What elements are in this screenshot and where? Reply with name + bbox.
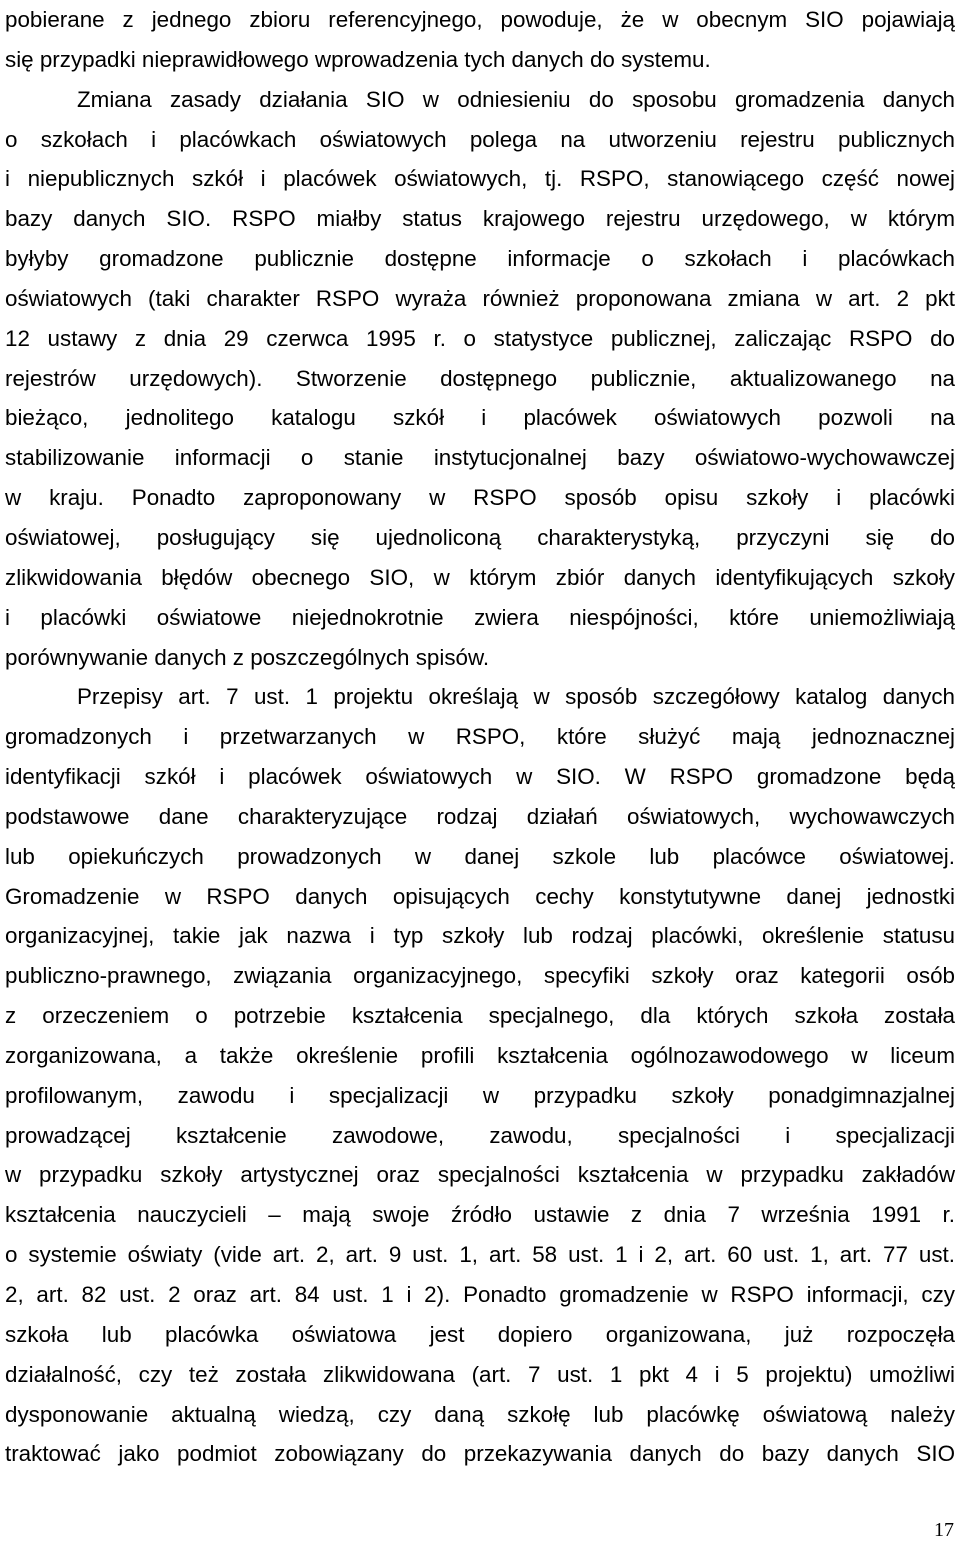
text-line: zlikwidowania błędów obecnego SIO, w którym zbiór danych identyfikujących szkoły <box>5 564 955 590</box>
text-line: rejestrów urzędowych). Stworzenie dostępnego publicznie, aktualizowanego na <box>5 365 955 391</box>
text-line: gromadzonych i przetwarzanych w RSPO, które służyć mają jednoznacznej <box>5 724 955 750</box>
text-line: bazy danych SIO. RSPO miałby status krajowego rejestru urzędowego, w którym <box>5 206 955 232</box>
text-line: 12 ustawy z dnia 29 czerwca 1995 r. o statystyce publicznej, zaliczając RSPO do <box>5 325 955 351</box>
text-line: identyfikacji szkół i placówek oświatowych w SIO. W RSPO gromadzone będą <box>5 764 955 790</box>
text-line: z orzeczeniem o potrzebie kształcenia specjalnego, dla których szkoła została <box>5 1003 955 1029</box>
text-line: o systemie oświaty (vide art. 2, art. 9 ust. 1, art. 58 ust. 1 i 2, art. 60 ust. 1, art. 77 ust. <box>5 1242 955 1268</box>
text-line: profilowanym, zawodu i specjalizacji w przypadku szkoły ponadgimnazjalnej <box>5 1082 955 1108</box>
text-line: stabilizowanie informacji o stanie instytucjonalnej bazy oświatowo-wychowawczej <box>5 445 955 471</box>
text-line: kształcenia nauczycieli – mają swoje źródło ustawie z dnia 7 września 1991 r. <box>5 1202 955 1228</box>
text-line: i niepublicznych szkół i placówek oświatowych, tj. RSPO, stanowiącego część nowej <box>5 166 955 192</box>
text-line: oświatowych (taki charakter RSPO wyraża również proponowana zmiana w art. 2 pkt <box>5 285 955 311</box>
text-line: i placówki oświatowe niejednokrotnie zwiera niespójności, które uniemożliwiają <box>5 604 955 630</box>
text-line: lub opiekuńczych prowadzonych w danej szkole lub placówce oświatowej. <box>5 843 955 869</box>
text-line: w kraju. Ponadto zaproponowany w RSPO sposób opisu szkoły i placówki <box>5 485 955 511</box>
text-line: szkoła lub placówka oświatowa jest dopiero organizowana, już rozpoczęła <box>5 1321 955 1347</box>
page-number: 17 <box>934 1519 954 1541</box>
text-line: podstawowe dane charakteryzujące rodzaj działań oświatowych, wychowawczych <box>5 803 955 829</box>
body-text <box>5 0 955 1474</box>
text-line: Przepisy art. 7 ust. 1 projektu określają w sposób szczegółowy katalog danych <box>77 684 955 710</box>
text-line: pobierane z jednego zbioru referencyjnego, powoduje, że w obecnym SIO pojawiają <box>5 7 955 32</box>
text-line: zorganizowana, a także określenie profili kształcenia ogólnozawodowego w liceum <box>5 1042 955 1068</box>
text-line: publiczno-prawnego, związania organizacyjnego, specyfiki szkoły oraz kategorii osób <box>5 963 955 989</box>
text-line: się przypadki nieprawidłowego wprowadzenia tych danych do systemu. <box>5 46 711 72</box>
text-line: traktować jako podmiot zobowiązany do przekazywania danych do bazy danych SIO <box>5 1441 955 1467</box>
text-line: Zmiana zasady działania SIO w odniesieniu do sposobu gromadzenia danych <box>77 86 955 112</box>
text-line: Gromadzenie w RSPO danych opisujących cechy konstytutywne danej jednostki <box>5 883 955 909</box>
text-line: 2, art. 82 ust. 2 oraz art. 84 ust. 1 i 2). Ponadto gromadzenie w RSPO informacji, czy <box>5 1282 955 1307</box>
text-line: o szkołach i placówkach oświatowych polega na utworzeniu rejestru publicznych <box>5 126 955 152</box>
text-line: dysponowanie aktualną wiedzą, czy daną szkołę lub placówkę oświatową należy <box>5 1401 955 1427</box>
text-line: bieżąco, jednolitego katalogu szkół i placówek oświatowych pozwoli na <box>5 405 955 431</box>
text-line: porównywanie danych z poszczególnych spisów. <box>5 644 490 670</box>
text-line: działalność, czy też została zlikwidowana (art. 7 ust. 1 pkt 4 i 5 projektu) umożliwi <box>5 1361 955 1387</box>
text-line: w przypadku szkoły artystycznej oraz specjalności kształcenia w przypadku zakładów <box>5 1162 955 1188</box>
text-line: oświatowej, posługujący się ujednoliconą charakterystyką, przyczyni się do <box>5 524 955 550</box>
text-line: organizacyjnej, takie jak nazwa i typ szkoły lub rodzaj placówki, określenie statusu <box>5 923 955 949</box>
text-line: prowadzącej kształcenie zawodowe, zawodu, specjalności i specjalizacji <box>5 1122 955 1148</box>
text-line: byłyby gromadzone publicznie dostępne informacje o szkołach i placówkach <box>5 246 955 272</box>
